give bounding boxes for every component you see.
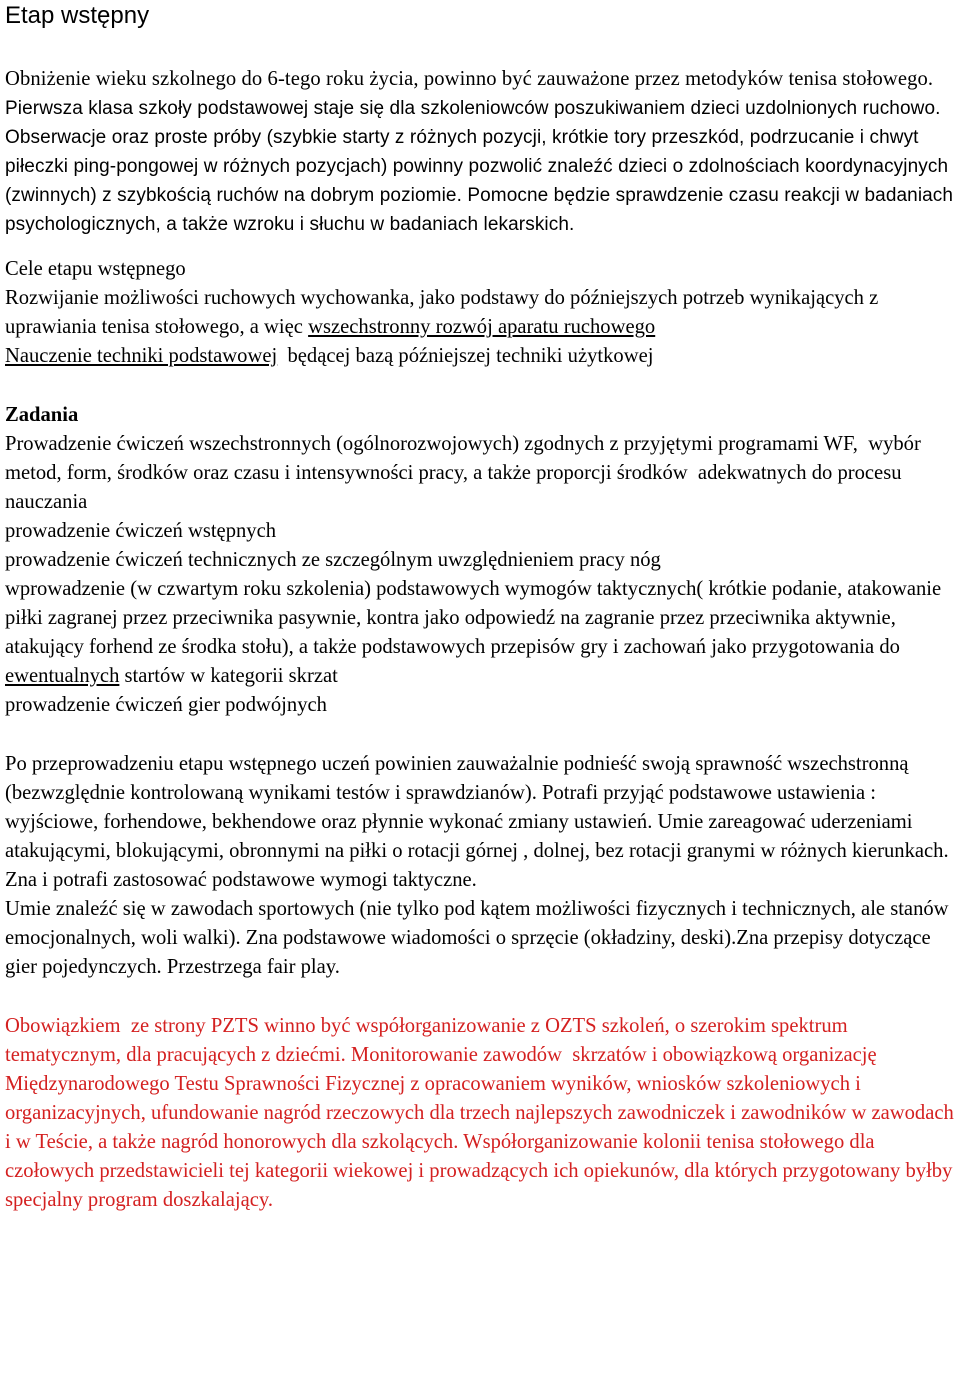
goals-item-1-text: Rozwijanie możliwości ruchowych wychowanka, jako podstawy do późniejszych potrzeb wynikających z uprawiania tenisa stołowego, a więc	[5, 287, 879, 338]
tasks-item-2: prowadzenie ćwiczeń wstępnych	[5, 520, 277, 542]
goals-heading: Cele etapu wstępnego	[5, 258, 186, 280]
tasks-item-4-after: startów w kategorii skrzat	[119, 665, 338, 687]
page-title: Etap wstępny	[5, 2, 150, 29]
duty-paragraph: Obowiązkiem ze strony PZTS winno być współorganizowanie z OZTS szkoleń, o szerokim spektrum tematycznym, dla pracujących z dziećmi. Monitorowanie zawodów skrzatów i obowiązkową organizację Międzynarodowego Testu Sprawności Fizycznej z opracowaniem wyników, wniosków szkoleniowych i organizacyjnych, ufundowanie nagród rzeczowych dla trzech najlepszych zawodniczek i zawodników w zawodach i w Teście, a także nagród honorowych dla szkolących. Współorganizowanie kolonii tenisa stołowego dla czołowych przedstawicieli tej kategorii wiekowej i prowadzących ich opiekunów, dla których przygotowany byłby specjalny program doszkalający.	[5, 1015, 959, 1211]
tasks-item-4-before: wprowadzenie (w czwartym roku szkolenia) podstawowych wymogów taktycznych( krótkie podanie, atakowanie piłki zagranej przez przeciwnika pasywnie, kontra jako odpowiedź na zagranie przez przeciwnika aktywnie, atakujący forhend ze środka stołu), a także podstawowych przepisów gry i zachowań jako przygotowania do	[5, 578, 942, 658]
tasks-item-1: Prowadzenie ćwiczeń wszechstronnych (ogólnorozwojowych) zgodnych z przyjętymi programami WF, wybór metod, form, środków oraz czasu i intensywności pracy, a także proporcji środków adekwatnych do procesu nauczania	[5, 433, 926, 513]
document-page	[5, 0, 957, 1215]
goals-item-2-text: będącej bazą późniejszej techniki użytkowej	[277, 345, 654, 367]
intro-sentence-3: Obserwacje oraz proste próby (szybkie starty z różnych pozycji, krótkie tory przeszkód, podrzucanie i chwyt piłeczki ping-pongowej w różnych pozycjach) powinny pozwolić znaleźć dzieci o zdolnościach koordynacyjnych (zwinnych) z szybkością ruchów na dobrym poziomie.	[5, 127, 949, 206]
tasks-item-4-underlined: ewentualnych	[5, 665, 120, 687]
outcome-paragraph-2: Umie znaleźć się w zawodach sportowych (nie tylko pod kątem możliwości fizycznych i technicznych, ale stanów emocjonalnych, woli walki). Zna podstawowe wiadomości o sprzęcie (okładziny, deski).Zna przepisy dotyczące gier pojedynczych. Przestrzega fair play.	[5, 898, 949, 978]
tasks-item-3: prowadzenie ćwiczeń technicznych ze szczególnym uwzględnieniem pracy nóg	[5, 549, 661, 571]
tasks-item-4	[5, 575, 957, 691]
goals-item-2	[5, 342, 957, 371]
goals-section	[5, 255, 957, 371]
goals-item-2-underlined: Nauczenie techniki podstawowej	[5, 345, 278, 367]
intro-sentence-4: Pomocne będzie sprawdzenie czasu reakcji w badaniach psychologicznych, a także wzroku i słuchu w badaniach lekarskich.	[5, 185, 954, 235]
goals-item-1	[5, 284, 957, 342]
intro-section	[5, 65, 957, 239]
tasks-heading: Zadania	[5, 404, 79, 426]
duty-section	[5, 1012, 957, 1215]
intro-sentence-2: Pierwsza klasa szkoły podstawowej staje się dla szkoleniowców poszukiwaniem dzieci uzdolnionych ruchowo.	[5, 98, 941, 119]
goals-item-1-underlined: wszechstronny rozwój aparatu ruchowego	[308, 316, 656, 338]
intro-sentence-1: Obniżenie wieku szkolnego do 6-tego roku życia, powinno być zauważone przez metodyków tenisa stołowego.	[5, 68, 934, 90]
tasks-item-5: prowadzenie ćwiczeń gier podwójnych	[5, 694, 327, 716]
outcome-paragraph-1: Po przeprowadzeniu etapu wstępnego uczeń powinien zauważalnie podnieść swoją sprawność wszechstronną (bezwzględnie kontrolowaną wynikami testów i sprawdzianów). Potrafi przyjąć podstawowe ustawienia : wyjściowe, forhendowe, bekhendowe oraz płynnie wykonać zmiany ustawień. Umie zareagować uderzeniami atakującymi, blokującymi, obronnymi na piłki o rotacji górnej , dolnej, bez rotacji granymi w różnych kierunkach. Zna i potrafi zastosować podstawowe wymogi taktyczne.	[5, 753, 949, 891]
outcome-section	[5, 750, 957, 982]
tasks-section	[5, 401, 957, 720]
